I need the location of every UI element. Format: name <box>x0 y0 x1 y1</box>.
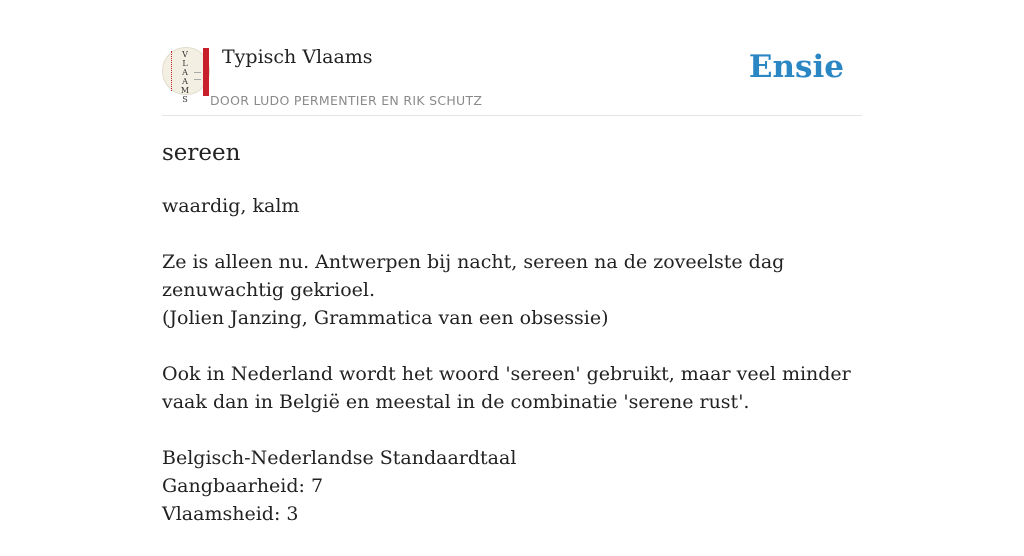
logo-letter: A <box>182 68 188 77</box>
byline: DOOR LUDO PERMENTIER EN RIK SCHUTZ <box>210 93 483 108</box>
logo-letter: M <box>180 86 190 95</box>
entry-meta <box>162 444 862 528</box>
logo-letter: L <box>182 59 188 68</box>
logo-letter: A <box>182 77 188 86</box>
entry-meta-language: Belgisch-Nederlandse Standaardtaal <box>162 447 517 469</box>
logo-fine-print <box>194 72 201 80</box>
logo-red-band <box>203 48 209 96</box>
entry-content <box>162 192 862 556</box>
ensie-brand-link[interactable]: Ensie <box>748 49 844 85</box>
entry-definition: waardig, kalm <box>162 195 300 217</box>
logo-red-column <box>171 51 174 91</box>
logo-letters <box>177 50 193 104</box>
entry-meta-vlaamsheid: Vlaamsheid: 3 <box>162 503 299 525</box>
header <box>162 0 862 116</box>
page <box>162 0 862 525</box>
entry-quote-source: (Jolien Janzing, Grammatica van een obsessie) <box>162 307 609 329</box>
logo-letter: V <box>182 50 188 59</box>
entry-quote-block <box>162 248 862 332</box>
entry-quote: Ze is alleen nu. Antwerpen bij nacht, sereen na de zoveelste dag zenuwachtig gekrioel. <box>162 251 785 301</box>
entry-meta-gangbaarheid: Gangbaarheid: 7 <box>162 475 324 497</box>
book-cover-logo[interactable] <box>162 47 210 104</box>
entry-word-title: sereen <box>162 140 241 166</box>
logo-letter: S <box>182 95 188 104</box>
site-title[interactable]: Typisch Vlaams <box>222 46 373 68</box>
entry-note: Ook in Nederland wordt het woord 'sereen' gebruikt, maar veel minder vaak dan in België en meestal in de combinatie 'serene rust'. <box>162 363 851 413</box>
